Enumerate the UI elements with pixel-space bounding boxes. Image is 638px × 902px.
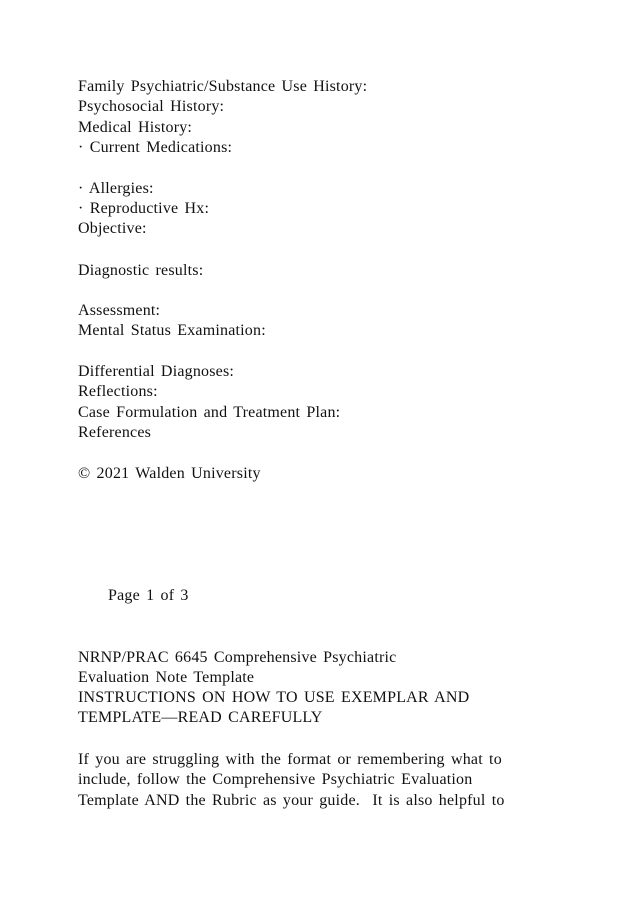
- allergies-item: · Allergies:: [78, 180, 154, 197]
- medical-history-heading: Medical History:: [78, 119, 193, 136]
- page-number: Page 1 of 3: [108, 587, 189, 604]
- family-history-heading: Family Psychiatric/Substance Use History:: [78, 78, 368, 95]
- objective-heading: Objective:: [78, 220, 147, 237]
- differential-diagnoses-heading: Differential Diagnoses:: [78, 363, 235, 380]
- current-medications-item: · Current Medications:: [78, 139, 233, 156]
- template-title-line1: NRNP/PRAC 6645 Comprehensive Psychiatric: [78, 649, 397, 666]
- template-title-line2: Evaluation Note Template: [78, 669, 255, 686]
- psychosocial-history-heading: Psychosocial History:: [78, 98, 225, 115]
- reflections-heading: Reflections:: [78, 383, 158, 400]
- body-text-line3: Template AND the Rubric as your guide. It is also helpful to: [78, 792, 505, 809]
- body-text-line1: If you are struggling with the format or remembering what to: [78, 751, 502, 768]
- copyright-text: © 2021 Walden University: [78, 465, 261, 482]
- instructions-heading-line1: INSTRUCTIONS ON HOW TO USE EXEMPLAR AND: [78, 689, 470, 706]
- case-formulation-heading: Case Formulation and Treatment Plan:: [78, 404, 341, 421]
- reproductive-hx-item: · Reproductive Hx:: [78, 200, 210, 217]
- instructions-heading-line2: TEMPLATE—READ CAREFULLY: [78, 709, 323, 726]
- body-text-line2: include, follow the Comprehensive Psychiatric Evaluation: [78, 771, 473, 788]
- assessment-heading: Assessment:: [78, 302, 161, 319]
- mental-status-exam-heading: Mental Status Examination:: [78, 322, 266, 339]
- diagnostic-results-heading: Diagnostic results:: [78, 262, 204, 279]
- references-heading: References: [78, 424, 152, 441]
